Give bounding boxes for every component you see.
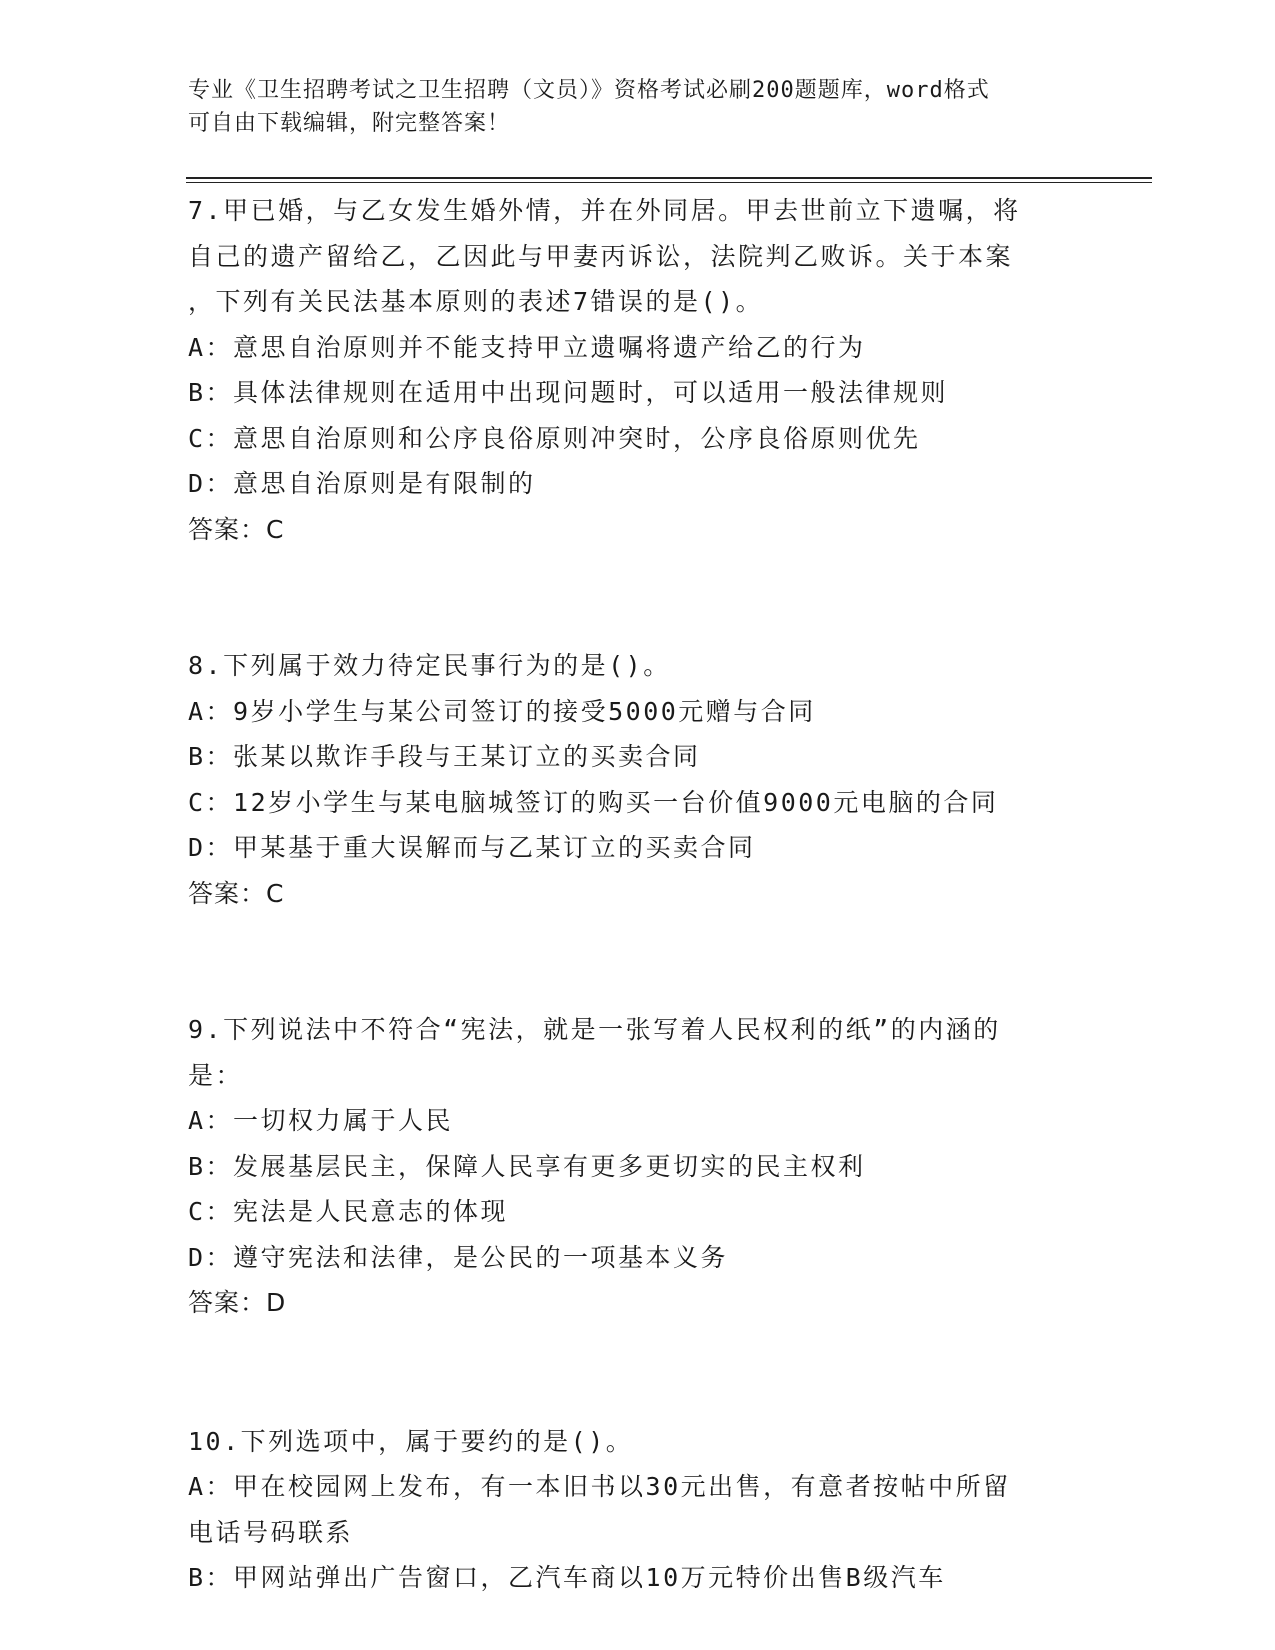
question-stem-line: 自己的遗产留给乙，乙因此与甲妻丙诉讼，法院判乙败诉。关于本案	[188, 241, 1014, 271]
header-divider-thin	[186, 182, 1152, 183]
option-d: D：意思自治原则是有限制的	[188, 469, 536, 498]
answer-label: 答案：D	[188, 1288, 287, 1317]
answer-label: 答案：C	[188, 514, 285, 544]
option-c: C：意思自治原则和公序良俗原则冲突时，公序良俗原则优先	[188, 423, 921, 453]
option-d: D：遵守宪法和法律，是公民的一项基本义务	[188, 1242, 729, 1272]
question-spacer	[188, 1326, 1068, 1419]
question-stem-line: 9.下列说法中不符合“宪法，就是一张写着人民权利的纸”的内涵的	[188, 1015, 1001, 1044]
option-a: A：甲在校园网上发布，有一本旧书以30元出售，有意者按帖中所留	[188, 1472, 1011, 1501]
option-c: C：宪法是人民意志的体现	[188, 1197, 509, 1226]
question-spacer	[188, 552, 1068, 643]
question-10	[188, 1419, 1068, 1601]
question-stem-line: ，下列有关民法基本原则的表述7错误的是()。	[188, 287, 764, 316]
question-stem-line: 7.甲已婚，与乙女发生婚外情，并在外同居。甲去世前立下遗嘱，将	[188, 196, 1021, 225]
option-a: A：一切权力属于人民	[188, 1106, 454, 1135]
question-spacer	[188, 916, 1068, 1007]
question-list	[188, 188, 1068, 1601]
question-8	[188, 643, 1068, 916]
document-header	[188, 74, 1068, 140]
answer-label: 答案：C	[188, 878, 285, 908]
option-b: B：甲网站弹出广告窗口，乙汽车商以10万元特价出售B级汽车	[188, 1563, 946, 1592]
question-stem-line: 是：	[188, 1060, 244, 1090]
question-stem-line: 10.下列选项中，属于要约的是()。	[188, 1426, 634, 1456]
option-b: B：发展基层民主，保障人民享有更多更切实的民主权利	[188, 1151, 866, 1181]
header-divider-thick	[186, 177, 1152, 179]
option-a: A：9岁小学生与某公司签订的接受5000元赠与合同	[188, 696, 816, 726]
question-7	[188, 188, 1068, 552]
question-9	[188, 1007, 1068, 1326]
option-b: B：具体法律规则在适用中出现问题时，可以适用一般法律规则	[188, 378, 949, 407]
option-a-continued: 电话号码联系	[188, 1517, 354, 1547]
option-c: C：12岁小学生与某电脑城签订的购买一台价值9000元电脑的合同	[188, 787, 999, 817]
option-b: B：张某以欺诈手段与王某订立的买卖合同	[188, 742, 701, 771]
option-a: A：意思自治原则并不能支持甲立遗嘱将遗产给乙的行为	[188, 332, 866, 362]
header-line-1: 专业《卫生招聘考试之卫生招聘（文员）》资格考试必刷200题题库，word格式	[188, 78, 990, 103]
option-d: D：甲某基于重大误解而与乙某订立的买卖合同	[188, 833, 756, 862]
header-line-2: 可自由下载编辑，附完整答案！	[188, 111, 511, 136]
question-stem-line: 8.下列属于效力待定民事行为的是()。	[188, 651, 671, 680]
